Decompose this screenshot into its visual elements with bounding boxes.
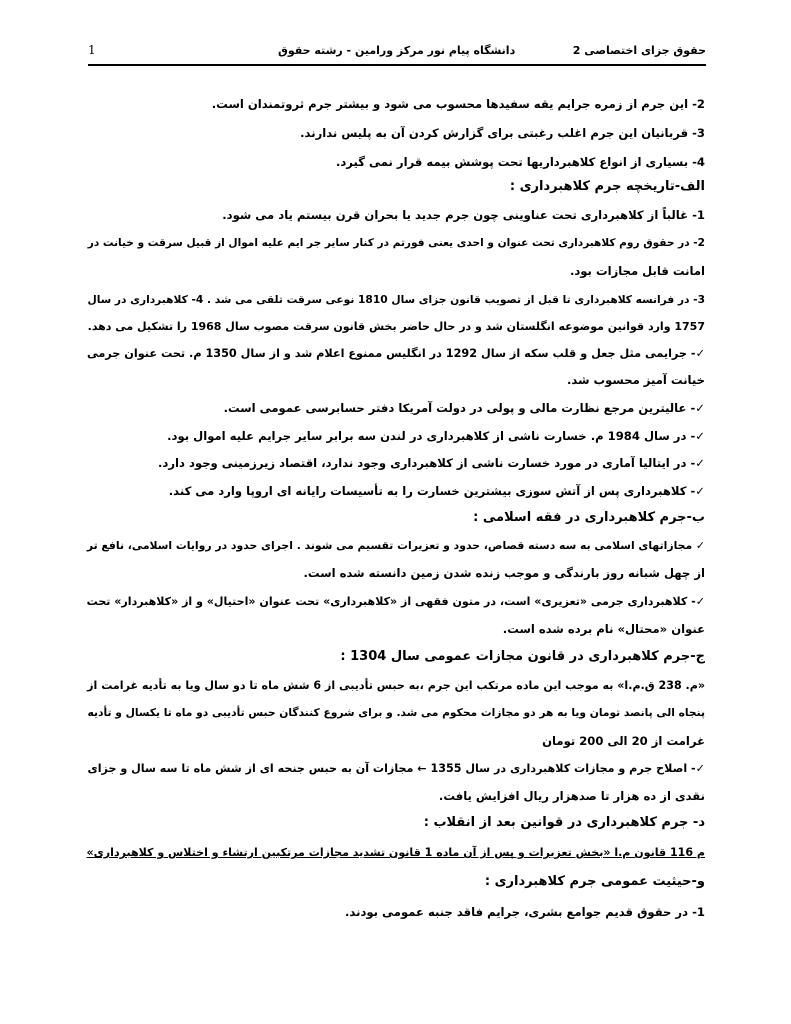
text-line: از چهل شبانه روز بارندگی و موجب زنده شدن زمین دانسته شده است. <box>303 566 705 580</box>
section-heading: و-حیثیت عمومی جرم کلاهبرداری : <box>484 874 705 889</box>
text-line: ✓- در ایتالیا آماری در مورد خسارت ناشی از کلاهبرداری وجود ندارد، اقتصاد زیرزمینی وجود دارد. <box>158 456 705 470</box>
text-line-underlined: م 116 قانون م.ا «بخش تعزیرات و پس از آن ماده 1 قانون تشدید مجازات مرتکبین ارتشاء و اختلاس و کلاهبرداری» <box>86 846 705 859</box>
section-heading: ب-جرم کلاهبرداری در فقه اسلامی : <box>473 510 705 525</box>
page-header <box>88 40 706 66</box>
text-line: 1- غالباً از کلاهبرداری تحت عناوینی چون جرم جدید یا بحران قرن بیستم یاد می شود. <box>222 208 705 222</box>
text-line: پنجاه الی پانصد تومان ویا به هر دو مجازات محکوم می شد. و برای شروع کنندگان حبس تأدیبی دو ماه تا یکسال و تأدیه <box>87 706 705 719</box>
header-university: دانشگاه پیام نور مرکز ورامین - رشته حقوق <box>278 44 516 57</box>
text-line: غرامت از 20 الی 200 تومان <box>542 734 705 748</box>
text-line: ✓- اصلاح جرم و مجازات کلاهبرداری در سال 1355 ← مجازات آن به حبس جنحه ای از شش ماه تا سه سال و جزای <box>87 762 705 775</box>
text-line: نقدی از ده هزار تا صدهزار ریال افزایش یافت. <box>438 789 705 803</box>
section-heading: الف-تاریخچه جرم کلاهبرداری : <box>509 179 705 194</box>
text-line: 3- قربانیان این جرم اغلب رغبتی برای گزارش کردن آن به پلیس ندارند. <box>300 126 705 140</box>
text-line: 2- در حقوق روم کلاهبرداری تحت عنوان و احدی یعنی فورتم در کنار سایر جر ایم علیه اموال از قبیل سرقت و خیانت در <box>87 237 705 249</box>
text-line: امانت قابل مجازات بود. <box>569 264 705 278</box>
text-line: ✓- در سال 1984 م. خسارت ناشی از کلاهبرداری در لندن سه برابر سایر جرایم علیه اموال بود. <box>167 429 705 443</box>
section-heading: ج-جرم کلاهبرداری در قانون مجازات عمومی سال 1304 : <box>340 649 705 664</box>
text-line: «م. 238 ق.م.ا» به موجب این ماده مرتکب این جرم ،به حبس تأدیبی از 6 شش ماه تا دو سال ویا به تأدیه غرامت از <box>87 679 705 692</box>
text-line: 2- این جرم از زمره جرایم یقه سفیدها محسوب می شود و بیشتر جرم ثروتمندان است. <box>211 97 705 111</box>
text-line: 3- در فرانسه کلاهبرداری تا قبل از تصویب قانون جزای سال 1810 نوعی سرقت تلقی می شد . 4- کلاهبرداری در سال <box>87 293 705 306</box>
text-line: ✓- کلاهبرداری جرمی «تعزیری» است، در متون فقهی از «کلاهبرداری» تحت عنوان «احتیال» و از «کلاهبردار» تحت <box>86 595 705 608</box>
section-heading: د- جرم کلاهبرداری در قوانین بعد از انقلاب : <box>423 815 705 830</box>
text-line: 4- بسیاری از انواع کلاهبرداریها تحت پوشش بیمه قرار نمی گیرد. <box>335 155 705 169</box>
text-line: 1- در حقوق قدیم جوامع بشری، جرایم فاقد جنبه عمومی بودند. <box>344 905 705 919</box>
text-line: 1757 وارد قوانین موضوعه انگلستان شد و در حال حاضر بخش قانون سرقت مصوب سال 1968 را تشکیل می دهد. <box>87 320 705 333</box>
text-line: ✓- کلاهبرداری پس از آتش سوزی بیشترین خسارت را به تأسیسات رایانه ای اروپا وارد می کند. <box>168 484 705 498</box>
page-number: 1 <box>88 43 96 57</box>
text-line: ✓- جرایمی مثل جعل و قلب سکه از سال 1292 در انگلیس ممنوع اعلام شد و از سال 1350 م. تحت عنوان جرمی <box>86 347 705 360</box>
text-line: ✓ مجازاتهای اسلامی به سه دسته قصاص، حدود و تعزیرات تقسیم می شوند . اجرای حدود در روایات اسلامی، نافع تر <box>86 539 705 552</box>
text-line: خیانت آمیز محسوب شد. <box>566 373 705 387</box>
text-line: ✓- عالیترین مرجع نظارت مالی و پولی در دولت آمریکا دفتر حسابرسی عمومی است. <box>223 401 705 415</box>
header-course-title: حقوق جزای اختصاصی 2 <box>572 44 706 57</box>
text-line: عنوان «محتال» نام برده شده است. <box>502 622 705 636</box>
